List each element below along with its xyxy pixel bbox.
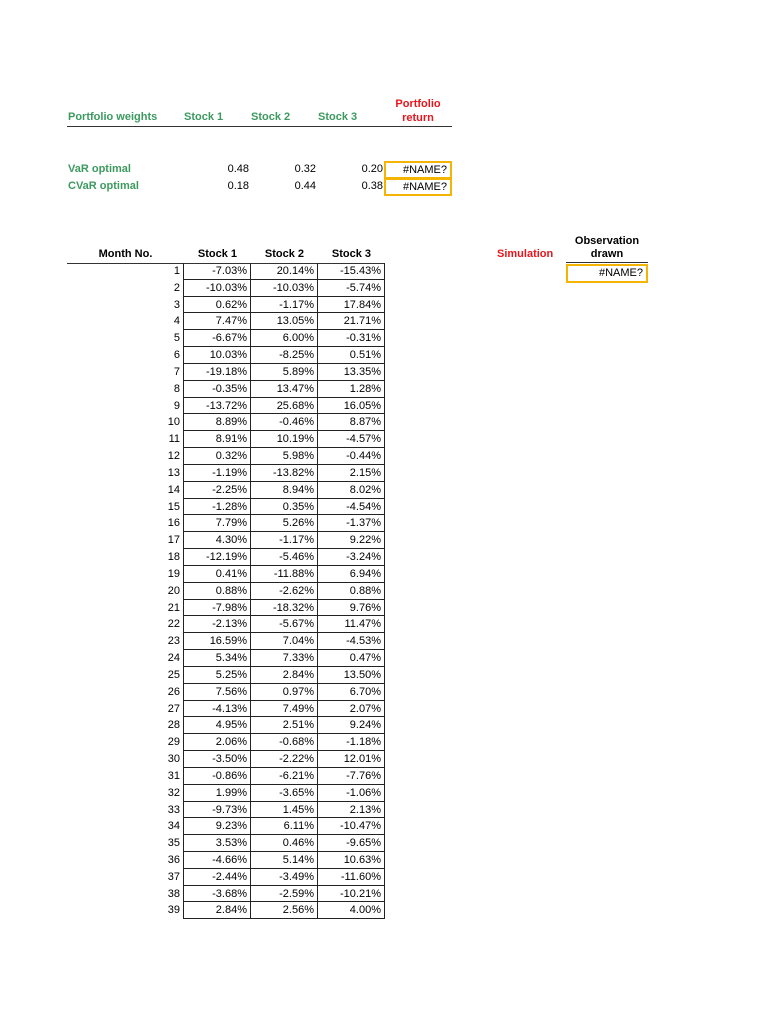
month-number-cell[interactable]: 35 (67, 835, 184, 852)
month-number-cell[interactable]: 31 (67, 768, 184, 785)
month-number-cell[interactable]: 16 (67, 515, 184, 532)
var-weight-stock1: 0.48 (227, 163, 249, 175)
var-weight-stock3: 0.20 (361, 163, 383, 175)
stock3-return-cell[interactable]: -15.43% (318, 263, 385, 280)
stock3-return-cell[interactable]: 0.51% (318, 347, 385, 364)
stock2-return-cell[interactable]: -6.21% (251, 768, 318, 785)
stock1-return-cell[interactable]: -13.72% (184, 398, 251, 415)
stock3-return-cell[interactable]: -0.31% (318, 330, 385, 347)
stock2-return-cell[interactable]: 2.51% (251, 717, 318, 734)
stock3-return-cell[interactable]: 8.87% (318, 414, 385, 431)
stock3-return-cell[interactable]: -5.74% (318, 280, 385, 297)
simulation-label: Simulation (497, 248, 554, 260)
portfolio-weights-label: Portfolio weights (68, 111, 158, 123)
stock2-return-cell[interactable]: -3.49% (251, 869, 318, 886)
month-number-cell[interactable]: 14 (67, 482, 184, 499)
stock1-return-cell[interactable]: 0.88% (184, 583, 251, 600)
stock3-return-cell[interactable]: -4.54% (318, 499, 385, 516)
month-number-cell[interactable]: 22 (67, 616, 184, 633)
stock3-return-cell[interactable]: 9.22% (318, 532, 385, 549)
observation-header-rule (566, 262, 648, 263)
stock2-return-cell[interactable]: -2.62% (251, 583, 318, 600)
month-number-cell[interactable]: 10 (67, 414, 184, 431)
stock2-return-cell[interactable]: -0.46% (251, 414, 318, 431)
stock2-return-cell[interactable]: 0.35% (251, 499, 318, 516)
stock1-return-cell[interactable]: 8.91% (184, 431, 251, 448)
stock1-return-cell[interactable]: -4.66% (184, 852, 251, 869)
month-number-cell[interactable]: 11 (67, 431, 184, 448)
stock3-return-cell[interactable]: -4.57% (318, 431, 385, 448)
stock1-return-cell[interactable]: -2.25% (184, 482, 251, 499)
month-number-cell[interactable]: 33 (67, 802, 184, 819)
stock3-return-cell[interactable]: -1.37% (318, 515, 385, 532)
stock3-return-cell[interactable]: 21.71% (318, 313, 385, 330)
stock3-return-cell[interactable]: -3.24% (318, 549, 385, 566)
cvar-weight-stock3: 0.38 (361, 180, 383, 192)
month-number-cell[interactable]: 18 (67, 549, 184, 566)
stock1-return-cell[interactable]: -10.03% (184, 280, 251, 297)
stock3-return-cell[interactable]: 6.94% (318, 566, 385, 583)
cvar-portfolio-return-cell[interactable]: #NAME? (384, 178, 452, 196)
stock2-return-cell[interactable]: -2.59% (251, 886, 318, 903)
stock1-return-cell[interactable]: 7.79% (184, 515, 251, 532)
stock1-return-cell[interactable]: -0.35% (184, 381, 251, 398)
stock1-return-cell[interactable]: 0.32% (184, 448, 251, 465)
weights-stock2-header: Stock 2 (251, 111, 291, 123)
stock1-return-cell[interactable]: 16.59% (184, 633, 251, 650)
stock1-return-cell[interactable]: 1.99% (184, 785, 251, 802)
stock3-return-cell[interactable]: 11.47% (318, 616, 385, 633)
stock1-return-cell[interactable]: 10.03% (184, 347, 251, 364)
stock3-return-cell[interactable]: 2.07% (318, 701, 385, 718)
stock3-return-cell[interactable]: -11.60% (318, 869, 385, 886)
month-number-cell[interactable]: 23 (67, 633, 184, 650)
var-portfolio-return-cell[interactable]: #NAME? (384, 161, 452, 179)
returns-stock1-header: Stock 1 (197, 248, 238, 260)
stock3-return-cell[interactable]: 16.05% (318, 398, 385, 415)
stock3-return-cell[interactable]: -1.18% (318, 734, 385, 751)
observation-drawn-header-line2: drawn (590, 248, 624, 260)
stock3-return-cell[interactable]: -7.76% (318, 768, 385, 785)
var-optimal-label: VaR optimal (68, 163, 131, 175)
stock2-return-cell[interactable]: -3.65% (251, 785, 318, 802)
stock3-return-cell[interactable]: -10.47% (318, 818, 385, 835)
stock1-return-cell[interactable]: -0.86% (184, 768, 251, 785)
stock2-return-cell[interactable]: 10.19% (251, 431, 318, 448)
stock3-return-cell[interactable]: -10.21% (318, 886, 385, 903)
stock2-return-cell[interactable]: -13.82% (251, 465, 318, 482)
month-number-cell[interactable]: 7 (67, 364, 184, 381)
stock2-return-cell[interactable]: 1.45% (251, 802, 318, 819)
stock2-return-cell[interactable]: 2.56% (251, 902, 318, 919)
month-number-cell[interactable]: 9 (67, 398, 184, 415)
stock2-return-cell[interactable]: -2.22% (251, 751, 318, 768)
stock3-return-cell[interactable]: 12.01% (318, 751, 385, 768)
stock1-return-cell[interactable]: -3.68% (184, 886, 251, 903)
stock1-return-cell[interactable]: 4.30% (184, 532, 251, 549)
month-number-cell[interactable]: 24 (67, 650, 184, 667)
observation-drawn-header-line1: Observation (574, 235, 640, 247)
stock3-return-cell[interactable]: 10.63% (318, 852, 385, 869)
stock1-return-cell[interactable]: -1.28% (184, 499, 251, 516)
month-number-cell[interactable]: 5 (67, 330, 184, 347)
stock1-return-cell[interactable]: -7.03% (184, 263, 251, 280)
month-number-cell[interactable]: 25 (67, 667, 184, 684)
weights-stock1-header: Stock 1 (184, 111, 224, 123)
month-number-cell[interactable]: 36 (67, 852, 184, 869)
stock3-return-cell[interactable]: -9.65% (318, 835, 385, 852)
stock2-return-cell[interactable]: -1.17% (251, 532, 318, 549)
stock3-return-cell[interactable]: 2.15% (318, 465, 385, 482)
month-no-header: Month No. (98, 248, 153, 260)
month-number-cell[interactable]: 2 (67, 280, 184, 297)
stock1-return-cell[interactable]: 3.53% (184, 835, 251, 852)
month-number-cell[interactable]: 13 (67, 465, 184, 482)
stock1-return-cell[interactable]: -6.67% (184, 330, 251, 347)
stock1-return-cell[interactable]: 9.23% (184, 818, 251, 835)
stock3-return-cell[interactable]: 13.50% (318, 667, 385, 684)
stock2-return-cell[interactable]: 5.26% (251, 515, 318, 532)
stock2-return-cell[interactable]: 5.89% (251, 364, 318, 381)
weights-stock3-header: Stock 3 (318, 111, 358, 123)
stock2-return-cell[interactable]: 13.47% (251, 381, 318, 398)
stock2-return-cell[interactable]: 7.49% (251, 701, 318, 718)
month-number-cell[interactable]: 21 (67, 600, 184, 617)
stock1-return-cell[interactable]: 2.84% (184, 902, 251, 919)
portfolio-return-header (388, 97, 448, 125)
stock2-return-cell[interactable]: 8.94% (251, 482, 318, 499)
stock2-return-cell[interactable]: 7.04% (251, 633, 318, 650)
stock1-return-cell[interactable]: -2.44% (184, 869, 251, 886)
stock2-return-cell[interactable]: -8.25% (251, 347, 318, 364)
stock2-return-cell[interactable]: -11.88% (251, 566, 318, 583)
month-number-cell[interactable]: 20 (67, 583, 184, 600)
stock2-return-cell[interactable]: 2.84% (251, 667, 318, 684)
stock3-return-cell[interactable]: 9.76% (318, 600, 385, 617)
stock2-return-cell[interactable]: 0.46% (251, 835, 318, 852)
returns-stock2-header: Stock 2 (264, 248, 305, 260)
stock2-return-cell[interactable]: 6.11% (251, 818, 318, 835)
month-number-cell[interactable]: 6 (67, 347, 184, 364)
month-number-cell[interactable]: 3 (67, 297, 184, 314)
stock3-return-cell[interactable]: 2.13% (318, 802, 385, 819)
stock2-return-cell[interactable]: 6.00% (251, 330, 318, 347)
stock1-return-cell[interactable]: -19.18% (184, 364, 251, 381)
stock3-return-cell[interactable]: -1.06% (318, 785, 385, 802)
portfolio-return-header-line1: Portfolio (395, 98, 441, 110)
stock2-return-cell[interactable]: 5.14% (251, 852, 318, 869)
stock3-return-cell[interactable]: 6.70% (318, 684, 385, 701)
month-number-cell[interactable]: 32 (67, 785, 184, 802)
month-number-cell[interactable]: 34 (67, 818, 184, 835)
month-number-cell[interactable]: 8 (67, 381, 184, 398)
month-number-cell[interactable]: 1 (67, 263, 184, 280)
month-number-cell[interactable]: 12 (67, 448, 184, 465)
month-number-cell[interactable]: 19 (67, 566, 184, 583)
month-number-cell[interactable]: 28 (67, 717, 184, 734)
stock1-return-cell[interactable]: 0.41% (184, 566, 251, 583)
stock1-return-cell[interactable]: 8.89% (184, 414, 251, 431)
stock3-return-cell[interactable]: 1.28% (318, 381, 385, 398)
stock1-return-cell[interactable]: -2.13% (184, 616, 251, 633)
month-number-cell[interactable]: 39 (67, 902, 184, 919)
stock1-return-cell[interactable]: 7.47% (184, 313, 251, 330)
stock2-return-cell[interactable]: -10.03% (251, 280, 318, 297)
stock3-return-cell[interactable]: 0.88% (318, 583, 385, 600)
month-number-cell[interactable]: 27 (67, 701, 184, 718)
observation-drawn-cell[interactable]: #NAME? (566, 264, 648, 283)
month-number-cell[interactable]: 29 (67, 734, 184, 751)
stock1-return-cell[interactable]: -7.98% (184, 600, 251, 617)
stock3-return-cell[interactable]: 4.00% (318, 902, 385, 919)
stock3-return-cell[interactable]: 17.84% (318, 297, 385, 314)
month-number-cell[interactable]: 37 (67, 869, 184, 886)
stock1-return-cell[interactable]: -4.13% (184, 701, 251, 718)
stock2-return-cell[interactable]: -5.67% (251, 616, 318, 633)
month-number-cell[interactable]: 4 (67, 313, 184, 330)
month-number-cell[interactable]: 15 (67, 499, 184, 516)
stock2-return-cell[interactable]: -5.46% (251, 549, 318, 566)
returns-stock3-header: Stock 3 (331, 248, 372, 260)
var-weight-stock2: 0.32 (294, 163, 316, 175)
stock1-return-cell[interactable]: 4.95% (184, 717, 251, 734)
portfolio-return-header-line2: return (402, 112, 434, 124)
stock2-return-cell[interactable]: -1.17% (251, 297, 318, 314)
stock3-return-cell[interactable]: 0.47% (318, 650, 385, 667)
month-number-cell[interactable]: 26 (67, 684, 184, 701)
stock3-return-cell[interactable]: -0.44% (318, 448, 385, 465)
stock1-return-cell[interactable]: 5.34% (184, 650, 251, 667)
stock1-return-cell[interactable]: -3.50% (184, 751, 251, 768)
month-number-cell[interactable]: 17 (67, 532, 184, 549)
stock1-return-cell[interactable]: -12.19% (184, 549, 251, 566)
stock1-return-cell[interactable]: 5.25% (184, 667, 251, 684)
stock2-return-cell[interactable]: 13.05% (251, 313, 318, 330)
stock1-return-cell[interactable]: 0.62% (184, 297, 251, 314)
observation-drawn-header (566, 235, 648, 261)
stock2-return-cell[interactable]: -18.32% (251, 600, 318, 617)
stock2-return-cell[interactable]: -0.68% (251, 734, 318, 751)
stock2-return-cell[interactable]: 25.68% (251, 398, 318, 415)
cvar-weight-stock2: 0.44 (294, 180, 316, 192)
stock2-return-cell[interactable]: 20.14% (251, 263, 318, 280)
month-number-cell[interactable]: 30 (67, 751, 184, 768)
stock1-return-cell[interactable]: -9.73% (184, 802, 251, 819)
stock3-return-cell[interactable]: 8.02% (318, 482, 385, 499)
stock2-return-cell[interactable]: 0.97% (251, 684, 318, 701)
stock2-return-cell[interactable]: 5.98% (251, 448, 318, 465)
stock1-return-cell[interactable]: 7.56% (184, 684, 251, 701)
stock3-return-cell[interactable]: 13.35% (318, 364, 385, 381)
cvar-weight-stock1: 0.18 (227, 180, 249, 192)
cvar-optimal-label: CVaR optimal (68, 180, 139, 192)
weights-header-rule (67, 126, 452, 127)
stock1-return-cell[interactable]: -1.19% (184, 465, 251, 482)
stock3-return-cell[interactable]: 9.24% (318, 717, 385, 734)
stock3-return-cell[interactable]: -4.53% (318, 633, 385, 650)
stock1-return-cell[interactable]: 2.06% (184, 734, 251, 751)
month-number-cell[interactable]: 38 (67, 886, 184, 903)
stock2-return-cell[interactable]: 7.33% (251, 650, 318, 667)
